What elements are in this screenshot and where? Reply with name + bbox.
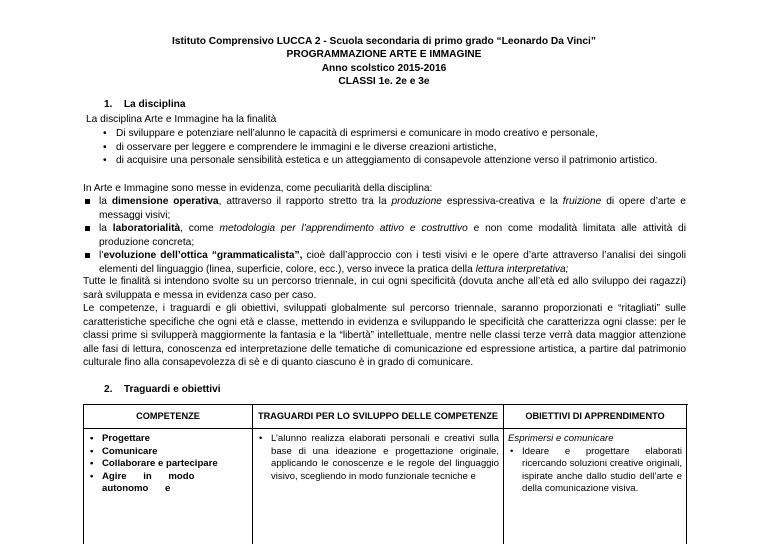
list-item: • Ideare e progettare elaborati ricercando soluzioni creative originali, ispirate anche dallo studio dell’arte e della comunicazione visiva. — [508, 446, 682, 496]
document-header — [0, 35, 768, 88]
list-item: • di osservare per leggere e comprendere le immagini e le diverse creazioni artistiche, — [100, 141, 657, 155]
cell-traguardi — [257, 433, 499, 483]
list-item: la dimensione operativa, attraverso il rapporto stretto tra la produzione espressiva-creativa e la fruizione di opere d’arte e messaggi visivi; — [83, 195, 686, 222]
list-item: • Comunicare — [88, 446, 248, 459]
section-2-heading — [104, 384, 221, 395]
paragraph-competenze: Le competenze, i traguardi e gli obiettivi, sviluppati globalmente sul percorso triennale, saranno proporzionati e “ritagliati” sulle caratteristiche specifiche che ogni età e classe, mettendo in evidenza e sviluppando le specificità che caratterizza ogni classe: per le classi prime si svilupperà maggiormente la fantasia e la “libertà” intellettuale, mentre nelle classi terze verrà data maggior attenzione alle fasi di lettura, conoscenza ed interpretazione delle tematiche di comunicazione ed espressione artistica, a partire dal patrimonio culturale fino alla consapevolezza di sè e di quanto ciascuno è in grado di comunicare. — [83, 303, 686, 369]
section-title: La disciplina — [123, 99, 186, 110]
cell-obiettivi — [508, 433, 682, 496]
cell-competenze — [88, 433, 248, 496]
section-1-heading — [104, 99, 186, 110]
list-item: • Collaborare e partecipare — [88, 458, 248, 471]
column-competenze — [84, 405, 253, 544]
column-traguardi — [253, 405, 504, 544]
list-item: • di acquisire una personale sensibilità estetica e un atteggiamento di consapevole attenzione verso il patrimonio artistico. — [100, 154, 657, 168]
header-obiettivi: OBIETTIVI DI APPRENDIMENTO — [504, 405, 686, 429]
finalita-list — [100, 127, 657, 168]
section-1-intro: La disciplina Arte e Immagine ha la finalità — [86, 114, 277, 125]
objectives-table — [83, 404, 688, 544]
document-title: PROGRAMMAZIONE ARTE E IMMAGINE — [286, 49, 482, 61]
peculiarities-list — [83, 195, 686, 277]
section-number: 2. — [104, 384, 113, 395]
list-item: • Agire in modo autonomo e — [88, 471, 248, 496]
section-number: 1. — [104, 99, 113, 110]
obiettivi-heading: Esprimersi e comunicare — [508, 433, 614, 444]
section-title: Traguardi e obiettivi — [123, 384, 221, 395]
list-item: l’evoluzione dell’ottica “grammaticalista”, cioè dall’approccio con i testi visivi e le opere d’arte attraverso l’analisi dei singoli elementi del linguaggio (linea, superficie, colore, ecc.), verso invece la pratica della lettura interpretativa; — [83, 249, 686, 276]
paragraph-triennale: Tutte le finalità si intendono svolte su un percorso triennale, in cui ogni specificità (dovuta anche all’età ed allo sviluppo dei ragazzi) sarà sviluppata e messa in evidenza caso per caso. — [83, 276, 686, 301]
list-item: • L’alunno realizza elaborati personali e creativi sulla base di una ideazione e progettazione originale, applicando le conoscenze e le regole del linguaggio visivo, scegliendo in modo funzionale tecniche e — [257, 433, 499, 483]
column-obiettivi — [504, 405, 687, 544]
classes: CLASSI 1e. 2e e 3e — [338, 75, 430, 87]
header-competenze: COMPETENZE — [84, 405, 252, 429]
list-item: la laboratorialità, come metodologia per l’apprendimento attivo e costruttivo e non come modalità limitata alle attività di produzione concreta; — [83, 222, 686, 249]
list-item: • Progettare — [88, 433, 248, 446]
school-year: Anno scolstico 2015-2016 — [321, 62, 447, 74]
list-item: • Di sviluppare e potenziare nell’alunno le capacità di esprimersi e comunicare in modo creativo e personale, — [100, 127, 657, 141]
header-traguardi: TRAGUARDI PER LO SVILUPPO DELLE COMPETENZE — [253, 405, 503, 429]
school-name: Istituto Comprensivo LUCCA 2 - Scuola secondaria di primo grado “Leonardo Da Vinci” — [172, 36, 596, 47]
peculiarities-intro: In Arte e Immagine sono messe in evidenza, come peculiarità della disciplina: — [83, 183, 433, 194]
